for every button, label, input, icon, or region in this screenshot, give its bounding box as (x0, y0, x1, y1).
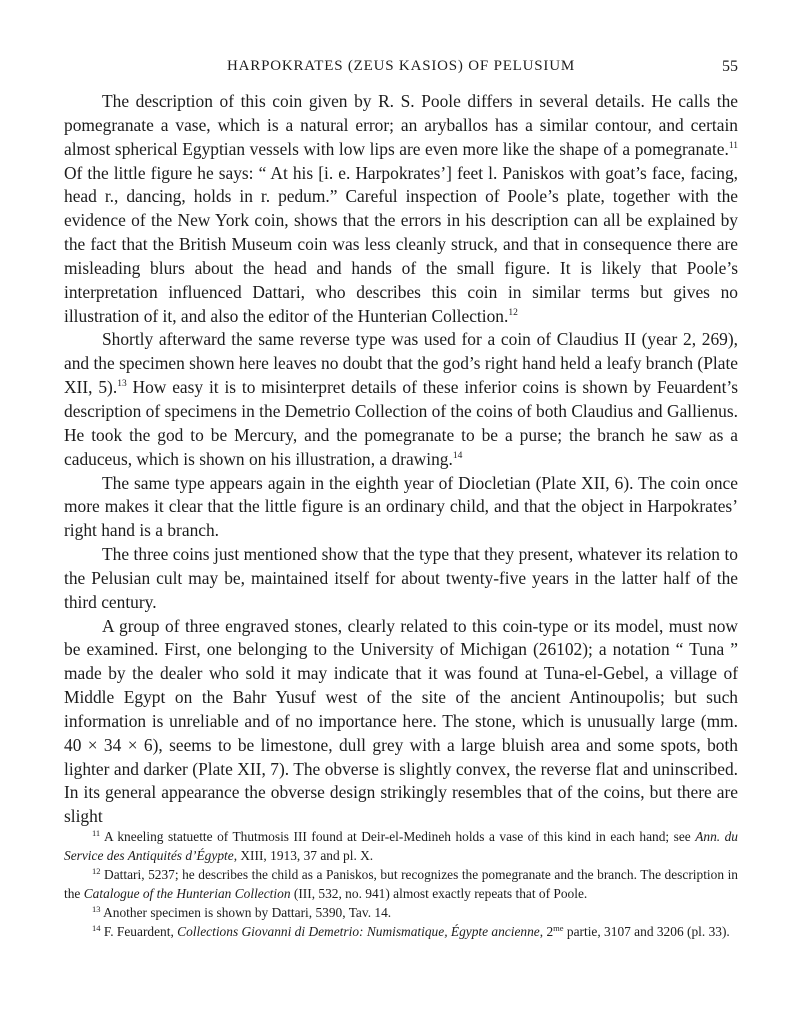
text-run: Shortly afterward the same reverse type was used for a coin of Claudius II (year 2, 269), and the specimen shown here leaves no doubt that the god’s right hand held a leafy branch (Plate XII, 5). (64, 329, 738, 398)
footnote-ref-14: 14 (452, 450, 463, 461)
footnote-13 (64, 903, 738, 922)
footnote-ref-11: 11 (728, 140, 738, 151)
footnote-ref-13: 13 (117, 379, 127, 390)
footnote-number: 11 (92, 828, 101, 838)
text-run: Dattari, 5237; he describes the child as a Paniskos, but recognizes the pomegranate and the branch. The description in the (64, 867, 738, 901)
ordinal-superscript: me (553, 923, 564, 933)
page-header (64, 58, 738, 78)
body-text (64, 90, 738, 829)
running-title: HARPOKRATES (ZEUS KASIOS) OF PELUSIUM (227, 58, 575, 74)
paragraph-5: A group of three engraved stones, clearly related to this coin-type or its model, must now be examined. First, one belonging to the University of Michigan (26102); a notation “ Tuna ” made by the dealer who sold it may indicate that it was found at Tuna-el-Gebel, a village of Middle Egypt on the Bahr Yusuf west of the site of the ancient Antinoupolis; but such information is unreliable and of no importance here. The stone, which is unusually large (mm. 40 × 34 × 6), seems to be limestone, dull grey with a large bluish area and some spots, both lighter and darker (Plate XII, 7). The obverse is slightly convex, the reverse flat and uninscribed. In its general appearance the obverse design strikingly resembles that of the coins, but there are slight (64, 615, 738, 827)
paragraph-1 (64, 90, 738, 328)
text-run: , XIII, 1913, 37 and pl. X. (233, 848, 374, 863)
citation-title: Ann. du Service des Antiquités d’Égypte (64, 829, 739, 863)
text-run: Another specimen is shown by Dattari, 5390, Tav. 14. (100, 905, 392, 920)
footnotes (64, 827, 738, 941)
paragraph-2 (64, 328, 738, 471)
text-run: Of the little figure he says: “ At his [i. e. Harpokrates’] feet l. Paniskos with goat’s face, facing, head r., dancing, holds in r. pedum.” Careful inspection of Poole’s plate, together with the evidence of the New York coin, shows that the errors in his description can all be explained by the fact that the British Museum coin was less cleanly struck, and that in consequence there are misleading blurs about the head and hands of the small figure. It is likely that Poole’s interpretation influenced Dattari, who describes this coin in similar terms but gives no illustration of it, and also the editor of the Hunterian Collection. (64, 162, 738, 326)
text-run: partie, 3107 and 3206 (pl. 33). (563, 924, 730, 939)
footnote-12 (64, 865, 738, 903)
footnote-number: 13 (92, 904, 101, 914)
text-run: (III, 532, no. 941) almost exactly repeats that of Poole. (290, 886, 588, 901)
citation-title: Catalogue of the Hunterian Collection (83, 886, 291, 901)
footnote-ref-12: 12 (508, 307, 518, 318)
text-run: The description of this coin given by R. S. Poole differs in several details. He calls the pomegranate a vase, which is a natural error; an aryballos has a similar contour, and certain almost spherical Egyptian vessels with low lips are even more like the shape of a pomegranate. (64, 91, 738, 159)
footnote-14 (64, 922, 738, 941)
footnote-number: 14 (92, 923, 101, 933)
text-run: , 2 (539, 924, 554, 939)
footnote-number: 12 (92, 866, 101, 876)
paragraph-4: The three coins just mentioned show that the type that they present, whatever its relation to the Pelusian cult may be, maintained itself for about twenty-five years in the latter half of the third century. (64, 544, 738, 612)
paragraph-3: The same type appears again in the eighth year of Diocletian (Plate XII, 6). The coin once more makes it clear that the little figure is an ordinary child, and that the object in Harpokrates’ right hand is a branch. (64, 472, 738, 541)
text-run: F. Feuardent, (100, 924, 178, 939)
footnote-11 (64, 827, 738, 865)
page-number: 55 (722, 58, 738, 75)
text-run: A kneeling statuette of Thutmosis III found at Deir-el-Medineh holds a vase of this kind in each hand; see (100, 829, 696, 844)
text-run: How easy it is to misinterpret details of these inferior coins is shown by Feuardent’s description of specimens in the Demetrio Collection of the coins of both Claudius and Gallienus. He took the god to be Mercury, and the pomegranate to be a purse; the branch he saw as a caduceus, which is shown on his illustration, a drawing. (64, 377, 739, 469)
citation-title: Collections Giovanni di Demetrio: Numismatique, Égypte ancienne (177, 924, 540, 939)
